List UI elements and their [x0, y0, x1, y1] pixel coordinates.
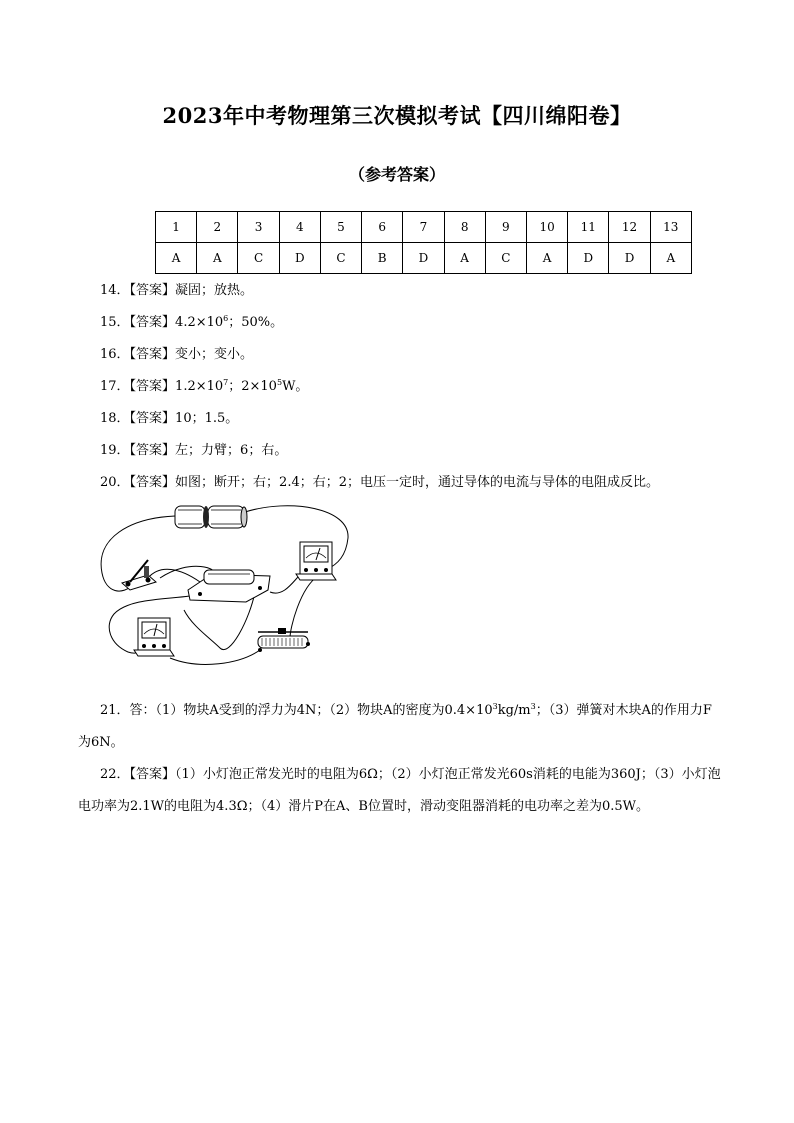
answer-prefix: 15．【答案】: [100, 315, 176, 330]
table-cell: A: [444, 243, 485, 274]
answer-20: [100, 471, 659, 490]
exponent: 6: [223, 314, 229, 323]
table-cell: D: [568, 243, 609, 274]
table-cell: 7: [403, 212, 444, 243]
table-cell: A: [650, 243, 691, 274]
table-cell: C: [320, 243, 361, 274]
answer-text: W。: [282, 379, 309, 394]
answer-18: [100, 407, 238, 426]
answer-17: [100, 375, 308, 394]
answer-14: [100, 279, 253, 298]
resistor-board-icon: [188, 570, 270, 602]
answer-prefix: 19．【答案】: [100, 443, 176, 458]
table-cell: 9: [485, 212, 526, 243]
answer-15: [100, 311, 283, 330]
answer-text: （1）小灯泡正常发光时的电阻为6Ω；（2）小灯泡正常发光60s消耗的电能为360J；（3）小灯泡电功率为2.1W的电阻为4.3Ω；（4）滑片P在A、B位置时，滑动变阻器消耗的电功率之差为0.5W。: [78, 767, 721, 814]
answer-table-number-row: [156, 212, 692, 243]
answer-prefix: 16．【答案】: [100, 347, 176, 362]
table-cell: D: [279, 243, 320, 274]
page-subtitle: （参考答案）: [348, 165, 445, 184]
table-cell: A: [197, 243, 238, 274]
rheostat-icon: [258, 628, 310, 652]
answer-text: ；（3）弹簧对木块A的作用力F为6N。: [78, 703, 712, 750]
table-cell: B: [362, 243, 403, 274]
table-cell: D: [609, 243, 650, 274]
answer-prefix: 17．【答案】: [100, 379, 176, 394]
table-cell: 1: [156, 212, 197, 243]
table-cell: 4: [279, 212, 320, 243]
table-cell: 12: [609, 212, 650, 243]
table-cell: D: [403, 243, 444, 274]
answer-text: 凝固；放热。: [175, 283, 254, 298]
table-cell: A: [526, 243, 567, 274]
exponent: 3: [492, 702, 498, 711]
table-cell: 2: [197, 212, 238, 243]
answer-21: [78, 695, 724, 759]
answer-text: 4.2×10: [175, 315, 224, 330]
answer-prefix: 18．【答案】: [100, 411, 176, 426]
answer-text: 21．答：（1）物块A受到的浮力为4N；（2）物块A的密度为0.4×10: [100, 703, 493, 718]
answer-text: ；50%。: [228, 315, 284, 330]
table-cell: 3: [238, 212, 279, 243]
answer-text: 变小；变小。: [175, 347, 254, 362]
answer-22: [78, 759, 724, 823]
answer-16: [100, 343, 253, 362]
answer-text: kg/m: [497, 703, 531, 718]
answer-prefix: 20．【答案】: [100, 475, 176, 490]
answer-text: 1.2×10: [175, 379, 224, 394]
answer-text: 左；力臂；6；右。: [175, 443, 288, 458]
table-cell: 13: [650, 212, 691, 243]
exponent: 5: [276, 378, 283, 387]
exponent: 7: [223, 378, 229, 387]
table-cell: 6: [362, 212, 403, 243]
table-cell: 10: [526, 212, 567, 243]
answer-prefix: 14．【答案】: [100, 283, 176, 298]
meter-icon-right: [296, 542, 336, 580]
resistor-tubes: [175, 506, 247, 528]
table-cell: C: [238, 243, 279, 274]
exponent: 3: [530, 702, 536, 711]
answer-19: [100, 439, 287, 458]
answer-text: 10；1.5。: [175, 411, 239, 426]
table-cell: C: [485, 243, 526, 274]
table-cell: 11: [568, 212, 609, 243]
answer-table: [155, 211, 692, 274]
answer-prefix: 22．【答案】: [100, 767, 176, 782]
meter-icon-left: [134, 618, 174, 656]
answer-table-answer-row: [156, 243, 692, 274]
answer-text: ；2×10: [228, 379, 277, 394]
table-cell: 5: [320, 212, 361, 243]
table-cell: 8: [444, 212, 485, 243]
table-cell: A: [156, 243, 197, 274]
circuit-diagram-illustration: [100, 498, 370, 676]
page-title: 2023年中考物理第三次模拟考试【四川绵阳卷】: [162, 103, 632, 128]
answer-text: 如图；断开；右；2.4；右；2；电压一定时，通过导体的电流与导体的电阻成反比。: [175, 475, 659, 490]
